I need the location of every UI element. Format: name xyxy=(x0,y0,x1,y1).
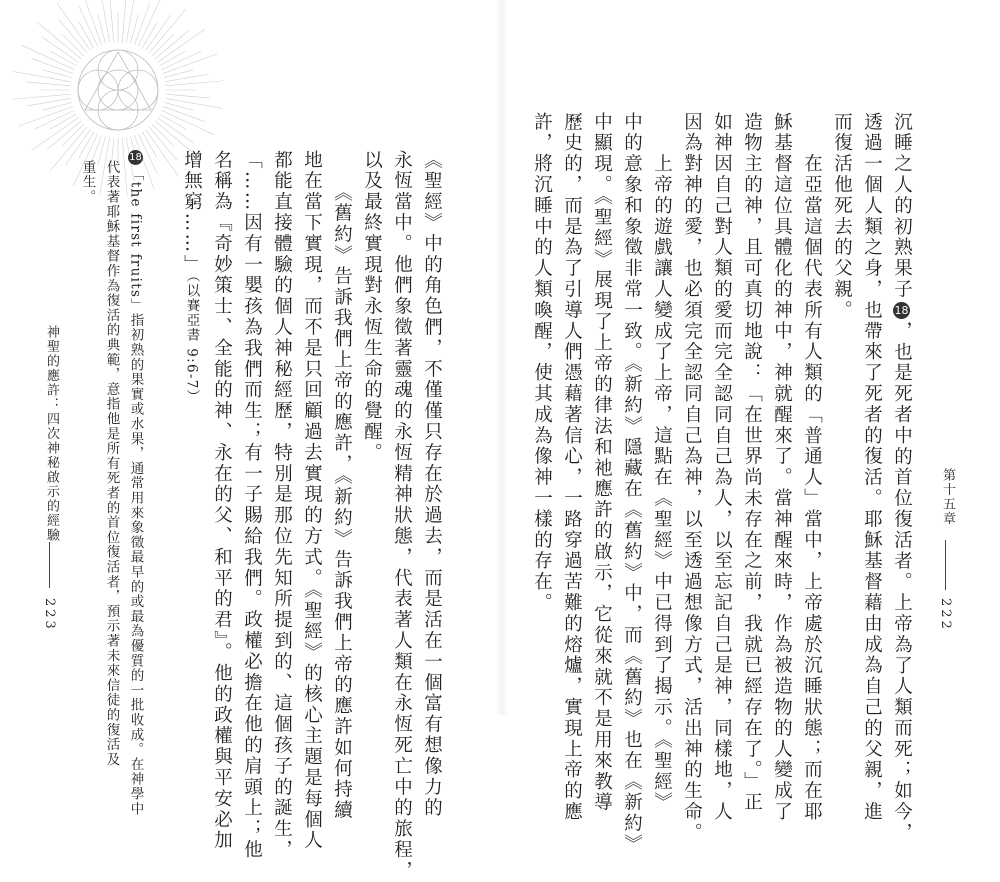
sunburst-ray xyxy=(165,98,222,108)
body-line: 中顯現。《聖經》展現了上帝的律法和祂應許的啟示，它從來就不是用來教導 xyxy=(591,112,613,814)
footnote-line: 18「the first fruits」指初熟的果實或水果，通常用來象徵最早的或最為優質的一批收成。在神學中 xyxy=(127,152,144,817)
sunburst-ray xyxy=(162,110,215,135)
body-line: 以及最終實現對永恆生命的覺醒。 xyxy=(361,150,383,464)
sunburst-ray xyxy=(59,20,87,54)
body-line: 永恆當中。他們象徵著靈魂的永恆精神狀態，代表著人類在永恆死亡中的旅程， xyxy=(391,150,413,882)
sunburst-ray xyxy=(43,37,79,62)
body-line: 地在當下實現，而不是只回顧過去實現的方式。《聖經》的核心主題是每個人 xyxy=(301,150,323,852)
sunburst-ray xyxy=(165,74,208,82)
sunburst-ray xyxy=(164,102,193,110)
sunburst-ray xyxy=(166,81,224,86)
body-line: 《聖經》中的角色們，不僅僅只存在於過去，而是活在一個富有想像力的 xyxy=(421,150,443,819)
body-line: 增無窮……」（以賽亞書 9:6-7） xyxy=(181,150,203,405)
footnote-line: 代表著耶穌基督作為復活的典範，意指他是所有死者的首位復活者，預示著未來信徒的復活及 xyxy=(103,160,120,767)
sunburst-ray xyxy=(130,15,138,44)
sunburst-ray xyxy=(48,121,82,149)
sunburst-ray xyxy=(12,94,70,99)
sunburst-ray xyxy=(157,118,193,143)
sunburst-ray xyxy=(122,138,127,196)
sunburst-ray xyxy=(43,70,72,78)
body-line: 都能直接體驗的個人神秘經歷，特別是那位先知所提到的、這個孩子的誕生， xyxy=(271,150,293,861)
body-line: 沉睡之人的初熟果子18，也是死者中的首位復活者。上帝為了人類而死；如今， xyxy=(891,112,913,844)
footnote-line: 重生。 xyxy=(79,160,96,205)
body-line: 因為對神的愛，也必須完全認同自己為神，以至透過想像方式，活出神的生命。 xyxy=(681,112,703,844)
page-number-left: 223 xyxy=(42,598,57,632)
body-line: 如神因自己對人類的愛而完全認同自己為人，以至忘記自己是神，同樣地，人 xyxy=(711,112,733,823)
body-line: 歷史的，而是為了引導人們憑藉著信心，一路穿過苦難的熔爐，實現上帝的應 xyxy=(561,112,583,823)
running-title: 神聖的應許：四次神秘啟示的經驗 xyxy=(44,325,59,543)
sunburst-ray xyxy=(155,31,189,59)
header-rule xyxy=(49,542,50,588)
book-gutter-shadow xyxy=(496,0,508,715)
sunburst-ray xyxy=(98,15,106,44)
sunburst-ray xyxy=(149,127,177,161)
footnote-number: 18 xyxy=(129,152,142,163)
header-rule xyxy=(945,540,946,590)
sunburst-ray xyxy=(164,70,193,78)
sunburst-ray xyxy=(166,94,210,98)
sunburst-ray xyxy=(122,0,126,42)
sunburst-ray xyxy=(26,82,70,86)
body-line: 穌基督這位具體化的神中，神就醒來了。當神醒來時，作為被造物的人變成了 xyxy=(771,112,793,823)
scripture-citation: （以賽亞書 9:6-7） xyxy=(183,275,200,405)
body-line: 而復活他死去的父親。 xyxy=(831,112,853,321)
body-line: 名稱為『奇妙策士、全能的神、永在的父、和平的君』。他的政權與平安必加 xyxy=(211,150,233,852)
sunburst-ray xyxy=(22,45,75,70)
sunburst-ray xyxy=(27,98,70,106)
sunburst-ray xyxy=(109,0,114,42)
sunburst-ray xyxy=(146,15,171,51)
sunburst-ray xyxy=(138,0,163,46)
sunburst-ray xyxy=(14,72,71,82)
body-line: 中的意象和象徵非常一致。《新約》隱藏在《舊約》中，而《舊約》也在《新約》 xyxy=(621,112,643,856)
sunburst-ray xyxy=(82,0,102,45)
footnote-marker: 18 xyxy=(894,304,909,318)
body-line: 《舊約》告訴我們上帝的應許，《新約》告訴我們上帝的應許如何持續 xyxy=(331,150,353,822)
sunburst-ray xyxy=(43,102,72,110)
sunburst-ray xyxy=(102,0,110,43)
chapter-label: 第十五章 xyxy=(940,468,955,526)
body-line: 在亞當這個代表所有人類的「普通人」當中，上帝處於沉睡狀態；而在耶 xyxy=(801,112,823,823)
body-line: 許，將沉睡中的人類喚醒，使其成為像神一樣的存在。 xyxy=(531,112,553,614)
body-line: 造物主的神，且可真切地說：「在世界尚未存在之前，我就已經存在了。」正 xyxy=(741,112,763,814)
page-number-right: 222 xyxy=(938,598,953,632)
body-line: 透過一個人類之身，也帶來了死者的復活。耶穌基督藉由成為自己的父親，進 xyxy=(861,112,883,823)
sunburst-ray xyxy=(126,0,136,43)
body-line: 「……因有一嬰孩為我們而生；有一子賜給我們。政權必擔在他的肩頭上；他 xyxy=(241,150,263,861)
body-line: 上帝的遊戲讓人變成了上帝，這點在《聖經》中已得到了揭示。《聖經》 xyxy=(651,112,673,814)
